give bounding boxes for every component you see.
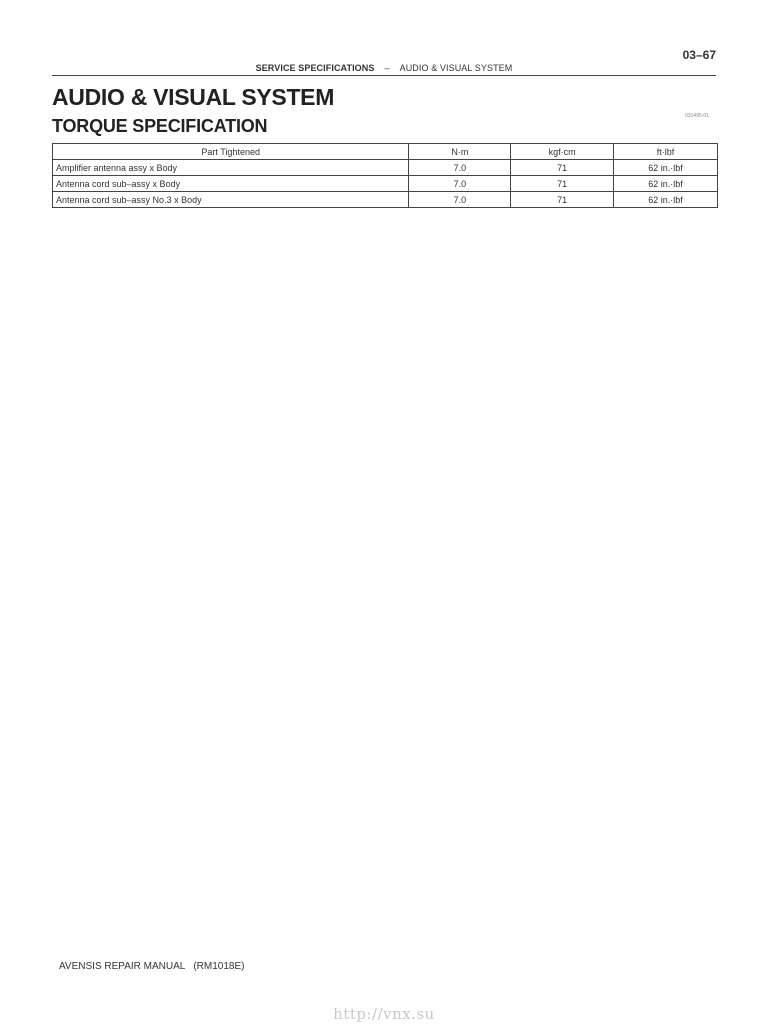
page-footer (59, 961, 244, 972)
cell-ftlbf: 62 in.·lbf (614, 160, 718, 176)
section-subtitle: TORQUE SPECIFICATION (52, 116, 268, 136)
cell-ftlbf: 62 in.·lbf (614, 176, 718, 192)
table-header-row (53, 144, 718, 160)
cell-kgfcm: 71 (511, 192, 614, 208)
page-number: 03–67 (682, 48, 716, 62)
document-code: 031495-01 (685, 113, 709, 119)
cell-kgfcm: 71 (511, 160, 614, 176)
page-title: AUDIO & VISUAL SYSTEM (52, 84, 335, 110)
cell-nm: 7.0 (409, 160, 511, 176)
column-header-nm: N·m (409, 144, 511, 160)
torque-spec-table (52, 143, 718, 208)
cell-part: Antenna cord sub–assy x Body (53, 176, 409, 192)
column-header-ftlbf: ft·lbf (614, 144, 718, 160)
cell-kgfcm: 71 (511, 176, 614, 192)
column-header-kgfcm: kgf·cm (511, 144, 614, 160)
footer-manual-code: (RM1018E) (193, 961, 245, 972)
cell-nm: 7.0 (409, 176, 511, 192)
running-header-subsection: AUDIO & VISUAL SYSTEM (399, 63, 513, 73)
running-header (52, 63, 716, 76)
running-header-separator: – (384, 63, 390, 73)
footer-manual-name: AVENSIS REPAIR MANUAL (59, 961, 186, 972)
cell-ftlbf: 62 in.·lbf (614, 192, 718, 208)
table-row (53, 176, 718, 192)
running-header-section: SERVICE SPECIFICATIONS (255, 63, 375, 73)
table-row (53, 160, 718, 176)
cell-nm: 7.0 (409, 192, 511, 208)
cell-part: Amplifier antenna assy x Body (53, 160, 409, 176)
watermark-link[interactable]: http://vnx.su (333, 1005, 435, 1023)
cell-part: Antenna cord sub–assy No.3 x Body (53, 192, 409, 208)
column-header-part: Part Tightened (53, 144, 409, 160)
table-row (53, 192, 718, 208)
